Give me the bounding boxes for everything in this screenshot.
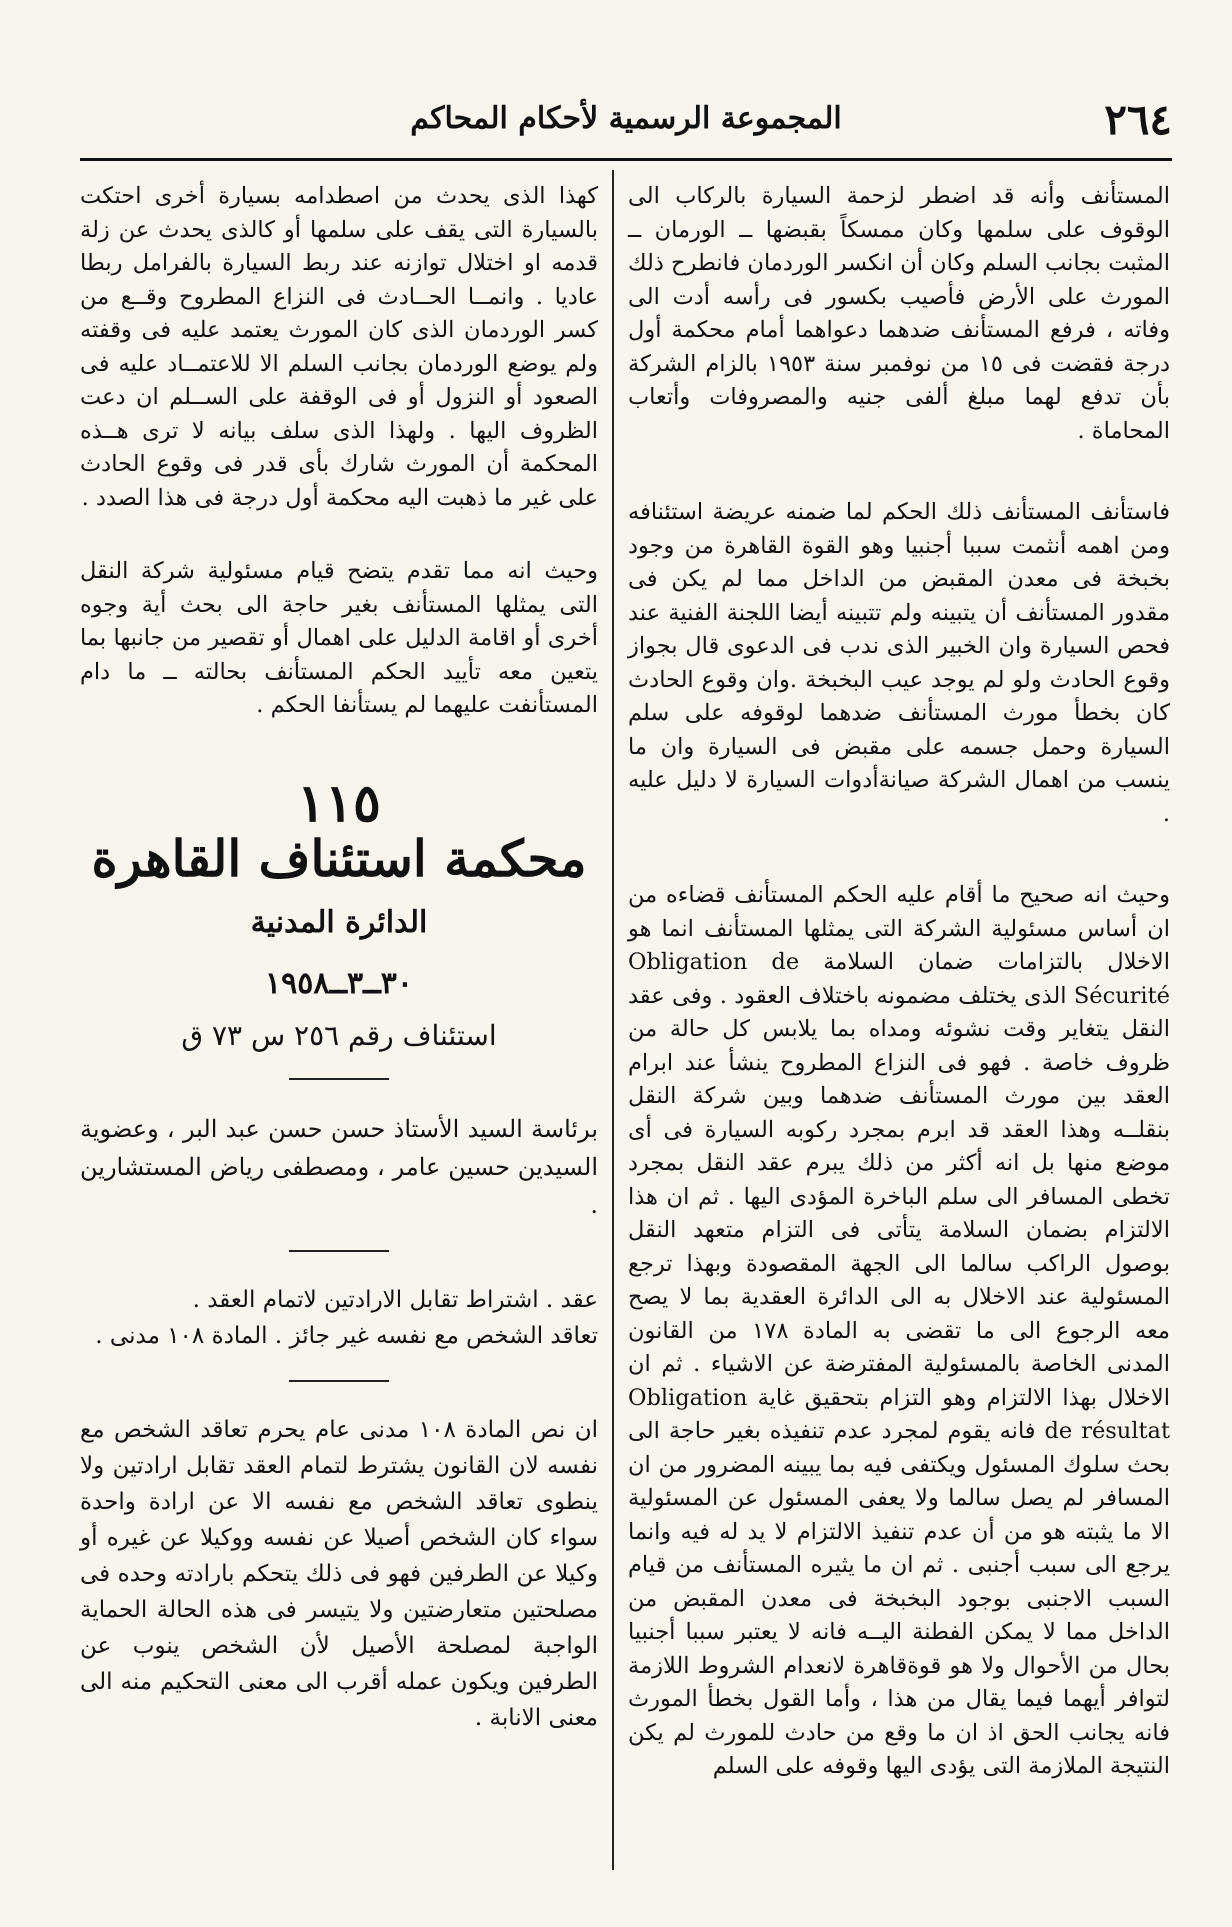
column-divider bbox=[612, 170, 614, 1870]
appeal-number: استئناف رقم ٢٥٦ س ٧٣ ق bbox=[181, 1018, 497, 1052]
section-rule-1 bbox=[289, 1078, 389, 1080]
left-paragraph-1: كهذا الذى يحدث من اصطدامه بسيارة أخرى احتكت بالسيارة التى يقف على سلمها أو كالذى يحدث عن زلة قدمه او اختلال توازنه عند ربط السيارة بالفرامل ربطا عاديا . وانمــا الحــادث فى النزاع المطروح وقــع من كسر الوردمان الذى كان المورث يعتمد عليه فى وقفته ولم يوضع الوردمان بجانب السلم الا للاعتمــاد عليه فى الصعود أو النزول أو فى الوقفة على الســلم ان دعت الظروف اليها . ولهذا الذى سلف بيانه لا ترى هــذه المحكمة أن المورث شارك بأى قدر فى وقوع الحادث على غير ما ذهبت اليه محكمة أول درجة فى هذا الصدد . bbox=[80, 183, 598, 511]
header-rule bbox=[80, 158, 1172, 161]
right-paragraph-1: المستأنف وأنه قد اضطر لزحمة السيارة بالركاب الى الوقوف على سلمها وكان ممسكاً بقبضها ــ الورمان ــ المثبت بجانب السلم وكان أن انكسر الوردمان فانطرح ذلك المورث على الأرض فأصيب بكسور فى رأسه أدت الى وفاته ، فرفع المستأنف ضدهما دعواهما أمام محكمة أول درجة فقضت فى ١٥ من نوفمبر سنة ١٩٥٣ بالزام الشركة بأن تدفع لهما مبلغ ألفى جنيه والمصروفات وأتعاب المحاماة . bbox=[628, 183, 1170, 444]
court-name: محكمة استئناف القاهرة bbox=[91, 829, 587, 888]
running-title: المجموعة الرسمية لأحكام المحاكم bbox=[410, 101, 842, 136]
case-number: ١١٥ bbox=[297, 772, 381, 834]
left-paragraph-2: وحيث انه مما تقدم يتضح قيام مسئولية شركة النقل التى يمثلها المستأنف بغير حاجة الى بحث أية وجوه أخرى أو اقامة الدليل على اهمال أو تقصير من جانبها بما يتعين معه تأييد الحكم المستأنف بحالته ــ ما دام المستأنفت عليهما لم يستأنفا الحكم . bbox=[80, 558, 598, 718]
ruling-summary: ان نص المادة ١٠٨ مدنى عام يحرم تعاقد الشخص مع نفسه لان القانون يشترط لتمام العقد تقابل ارادتين ولا ينطوى تعاقد الشخص مع نفسه الا عن ارادة واحدة سواء كان الشخص أصيلا عن نفسه ووكيلا عن غيره أو وكيلا عن الطرفين فهو فى ذلك يتحكم بارادته وحده فى مصلحتين متعارضتين ولا يتيسر فى هذه الحالة الحماية الواجبة لمصلحة الأصيل لأن الشخص ينوب عن الطرفين ويكون عمله أقرب الى معنى التحكيم منه الى معنى الانابة . bbox=[80, 1417, 598, 1731]
headnote-line-2: تعاقد الشخص مع نفسه غير جائز . المادة ١٠٨ مدنى . bbox=[95, 1323, 598, 1349]
page-number: ٢٦٤ bbox=[1104, 95, 1172, 144]
left-column bbox=[80, 180, 598, 1736]
section-rule-2 bbox=[289, 1250, 389, 1252]
right-paragraph-3: وحيث انه صحيح ما أقام عليه الحكم المستأنف قضاءه من ان أساس مسئولية الشركة التى يمثلها المستأنف انما هو الاخلال بالتزامات ضمان السلامة Obligation de Sécurité الذى يختلف مضمونه باختلاف العقود . وفى عقد النقل يتغاير وقت نشوئه ومداه بما يلابس كل حالة من ظروف خاصة . فهو فى النزاع المطروح ينشأ عند ابرام العقد بين مورث المستأنف ضدهما وبين شركة النقل بنقلــه وهذا العقد قد ابرم بمجرد ركوبه السيارة فى أى موضع منها بل انه أكثر من ذلك يبرم عقد النقل بمجرد تخطى المسافر الى سلم الباخرة المؤدى اليها . ثم ان هذا الالتزام بضمان السلامة يتأتى فى التزام متعهد النقل بوصول الراكب سالما الى الجهة المقصودة وبهذا ترجع المسئولية عند الاخلال به الى الدائرة العقدية بما لا يصح معه الرجوع الى ما تقضى به المادة ١٧٨ من القانون المدنى الخاصة بالمسئولية المفترضة عن الاشياء . ثم ان الاخلال بهذا الالتزام وهو التزام بتحقيق غاية Obligation de résultat فانه يقوم لمجرد عدم تنفيذه بغير حاجة الى بحث سلوك المسئول ويكتفى فيه بما يبينه المضرور من ان المسافر لم يصل سالما ولا يعفى المسئول عن المسئولية الا ما يثبته هو من أن عدم تنفيذ الالتزام لا يد له فيه وانما يرجع الى سبب أجنبى . ثم ان ما يثيره المستأنف من قيام السبب الاجنبى بوجود البخبخة فى معدن المقبض من الداخل مما لا يمكن الفطنة اليــه فانه لا يعتبر سببا أجنبيا بحال من الأحوال ولا هو قوةقاهرة لانعدام الشروط اللازمة لتوافر أيهما فيما يقال من هذا ، وأما القول بخطأ المورث فانه يجانب الحق اذ ان ما وقع من حادث للمورث لم يكن النتيجة الملازمة التى يؤدى اليها وقوفه على السلم bbox=[628, 882, 1170, 1779]
headnote-line-1: عقد . اشتراط تقابل الارادتين لاتمام العقد . bbox=[192, 1287, 598, 1313]
headnote bbox=[80, 1282, 598, 1354]
right-column bbox=[628, 180, 1170, 1784]
case-date: ٣٠ــ٣ــ١٩٥٨ bbox=[265, 966, 413, 1001]
circuit-name: الدائرة المدنية bbox=[250, 904, 428, 940]
right-paragraph-2: فاستأنف المستأنف ذلك الحكم لما ضمنه عريضة استئنافه ومن اهمه أنثمت سببا أجنبيا وهو القوة القاهرة من وجود بخبخة فى معدن المقبض من الداخل مما لم يكن فى مقدور المستأنف أن يتبينه ولم تتبينه أيضا اللجنة الفنية عند فحص السيارة وان الخبير الذى ندب فى الدعوى قال بجواز وقوع الحادث ولو لم يوجد عيب البخبخة .وان وقوع الحادث كان بخطأ مورث المستأنف ضدهما لوقوفه على سلم السيارة وحمل جسمه على مقبض فى السيارة وان ما ينسب من اهمال الشركة صيانةأدوات السيارة لا دليل عليه . bbox=[628, 499, 1170, 827]
section-rule-3 bbox=[289, 1380, 389, 1382]
presidency-note: برئاسة السيد الأستاذ حسن حسن عبد البر ، وعضوية السيدين حسين عامر ، ومصطفى رياض المستشارين . bbox=[80, 1115, 598, 1219]
page-header bbox=[80, 95, 1172, 155]
